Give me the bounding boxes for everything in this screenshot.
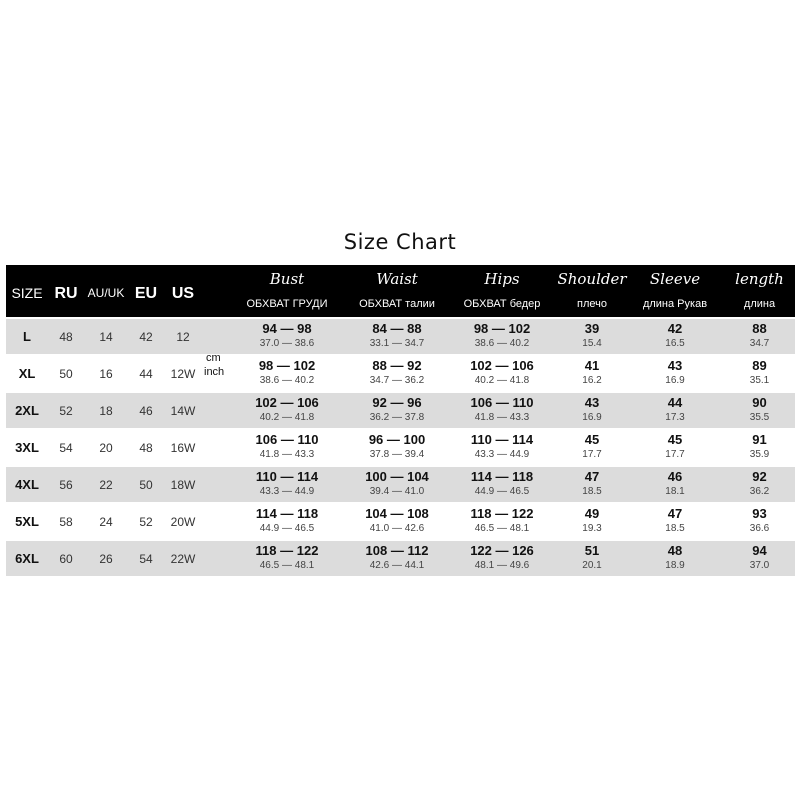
- cell-shoulder-inch: 17.7: [582, 449, 602, 460]
- header-us: [164, 285, 202, 303]
- cell-size: L: [23, 329, 31, 344]
- cell-auuk: 22: [99, 478, 113, 492]
- cell-hips-cm: 110 — 114: [470, 432, 534, 447]
- cell-bust-cm: 94 — 98: [262, 321, 312, 336]
- cell-sleeve-inch: 17.7: [665, 449, 685, 460]
- cell-length-inch: 34.7: [749, 338, 770, 349]
- cell-hips-cm: 106 — 110: [470, 395, 534, 410]
- header-hips-ru: ОБХВАТ бедер: [463, 298, 541, 310]
- cell-sleeve-cm: 45: [667, 432, 683, 447]
- chart-title: Size Chart: [343, 230, 457, 254]
- cell-length-cm: 90: [752, 395, 767, 410]
- cell-eu: 42: [139, 330, 153, 344]
- cell-ru: 52: [59, 404, 73, 418]
- cell-bust-inch: 40.2 — 41.8: [259, 412, 315, 423]
- header-ru-label: RU: [54, 285, 78, 302]
- cell-waist-inch: 37.8 — 39.4: [369, 449, 425, 460]
- table-row: [6, 430, 795, 465]
- cell-sleeve-cm: 42: [667, 321, 683, 336]
- header-eu: [128, 285, 164, 303]
- table-row: [6, 393, 795, 428]
- cell-waist-cm: 92 — 96: [372, 395, 422, 410]
- cell-waist-inch: 34.7 — 36.2: [369, 375, 425, 386]
- cell-us: 22W: [170, 552, 196, 566]
- cell-hips-cm: 114 — 118: [470, 469, 534, 484]
- cell-length-cm: 88: [752, 321, 767, 336]
- cell-us: 12W: [170, 367, 196, 381]
- table-row: [6, 356, 795, 391]
- cell-hips-inch: 46.5 — 48.1: [474, 523, 530, 534]
- cell-sleeve-cm: 48: [667, 543, 683, 558]
- cell-shoulder-cm: 51: [584, 543, 600, 558]
- cell-length-inch: 35.1: [749, 375, 770, 386]
- table-row: [6, 504, 795, 539]
- cell-length-inch: 37.0: [749, 560, 770, 571]
- cell-ru: 58: [59, 515, 73, 529]
- header-us-label: US: [171, 285, 195, 302]
- cell-bust-inch: 44.9 — 46.5: [259, 523, 315, 534]
- cell-shoulder-inch: 16.9: [582, 412, 602, 423]
- cell-waist-inch: 39.4 — 41.0: [369, 486, 425, 497]
- unit-inch: inch: [204, 366, 225, 378]
- header-auuk: AU/UK: [87, 286, 125, 300]
- cell-hips-inch: 38.6 — 40.2: [474, 338, 530, 349]
- cell-shoulder-inch: 20.1: [582, 560, 602, 571]
- cell-shoulder-inch: 15.4: [582, 338, 602, 349]
- header-length-ru: длина: [743, 298, 776, 310]
- table-body: [6, 319, 795, 576]
- cell-bust-cm: 102 — 106: [255, 395, 319, 410]
- cell-waist-inch: 36.2 — 37.8: [369, 412, 425, 423]
- cell-us: 12: [176, 330, 190, 344]
- cell-length-inch: 36.2: [749, 486, 770, 497]
- table-row: [6, 467, 795, 502]
- cell-length-inch: 35.9: [749, 449, 770, 460]
- cell-hips-inch: 48.1 — 49.6: [474, 560, 530, 571]
- cell-length-cm: 93: [752, 506, 767, 521]
- cell-eu: 48: [139, 441, 153, 455]
- cell-length-inch: 36.6: [749, 523, 770, 534]
- cell-sleeve-inch: 17.3: [665, 412, 685, 423]
- cell-hips-inch: 43.3 — 44.9: [474, 449, 530, 460]
- cell-hips-inch: 41.8 — 43.3: [474, 412, 530, 423]
- cell-waist-inch: 41.0 — 42.6: [369, 523, 425, 534]
- header-shoulder-ru: плечо: [577, 298, 607, 310]
- cell-sleeve-inch: 16.5: [665, 338, 685, 349]
- cell-ru: 54: [59, 441, 73, 455]
- header-sleeve: Sleeve: [649, 270, 701, 288]
- cell-hips-cm: 118 — 122: [470, 506, 534, 521]
- cell-auuk: 20: [99, 441, 113, 455]
- size-chart-table: [6, 265, 795, 576]
- cell-waist-cm: 88 — 92: [372, 358, 422, 373]
- cell-hips-inch: 44.9 — 46.5: [474, 486, 530, 497]
- cell-eu: 54: [139, 552, 153, 566]
- cell-sleeve-inch: 18.1: [665, 486, 685, 497]
- cell-waist-cm: 96 — 100: [368, 432, 426, 447]
- cell-hips-inch: 40.2 — 41.8: [474, 375, 530, 386]
- cell-ru: 50: [59, 367, 73, 381]
- cell-auuk: 24: [99, 515, 113, 529]
- cell-eu: 44: [139, 367, 153, 381]
- cell-shoulder-cm: 43: [584, 395, 600, 410]
- cell-size: 4XL: [15, 477, 39, 492]
- cell-length-cm: 91: [752, 432, 767, 447]
- cell-sleeve-inch: 16.9: [665, 375, 685, 386]
- cell-waist-inch: 42.6 — 44.1: [369, 560, 425, 571]
- cell-bust-inch: 37.0 — 38.6: [259, 338, 315, 349]
- cell-shoulder-cm: 49: [584, 506, 600, 521]
- cell-us: 18W: [170, 478, 196, 492]
- cell-sleeve-cm: 47: [667, 506, 683, 521]
- cell-bust-cm: 106 — 110: [255, 432, 319, 447]
- cell-shoulder-cm: 41: [584, 358, 600, 373]
- table-header: [6, 265, 795, 317]
- cell-eu: 46: [139, 404, 153, 418]
- header-ru: [48, 285, 84, 303]
- cell-hips-cm: 122 — 126: [470, 543, 534, 558]
- cell-size: 2XL: [15, 403, 39, 418]
- cell-hips-cm: 98 — 102: [473, 321, 531, 336]
- cell-bust-inch: 41.8 — 43.3: [259, 449, 315, 460]
- cell-shoulder-inch: 18.5: [582, 486, 602, 497]
- cell-ru: 48: [59, 330, 73, 344]
- header-bust: Bust: [269, 270, 305, 288]
- cell-bust-inch: 46.5 — 48.1: [259, 560, 315, 571]
- cell-size: 6XL: [15, 551, 39, 566]
- cell-eu: 50: [139, 478, 153, 492]
- cell-length-cm: 89: [752, 358, 767, 373]
- cell-shoulder-cm: 45: [584, 432, 600, 447]
- cell-waist-inch: 33.1 — 34.7: [369, 338, 425, 349]
- unit-cm: cm: [206, 352, 221, 364]
- cell-ru: 56: [59, 478, 73, 492]
- cell-size: 3XL: [15, 440, 39, 455]
- cell-size: 5XL: [15, 514, 39, 529]
- cell-waist-cm: 100 — 104: [365, 469, 429, 484]
- cell-bust-inch: 43.3 — 44.9: [259, 486, 315, 497]
- cell-us: 16W: [170, 441, 196, 455]
- cell-bust-cm: 114 — 118: [255, 506, 319, 521]
- cell-auuk: 26: [99, 552, 113, 566]
- header-waist: Waist: [376, 270, 418, 288]
- cell-shoulder-cm: 39: [584, 321, 600, 336]
- cell-sleeve-cm: 43: [667, 358, 683, 373]
- header-size: SIZE: [11, 285, 43, 301]
- cell-shoulder-inch: 19.3: [582, 523, 602, 534]
- cell-shoulder-cm: 47: [584, 469, 600, 484]
- header-eu-label: EU: [134, 285, 158, 302]
- cell-sleeve-inch: 18.9: [665, 560, 685, 571]
- header-shoulder: Shoulder: [557, 270, 627, 288]
- cell-length-inch: 35.5: [749, 412, 770, 423]
- header-waist-ru: ОБХВАТ талии: [359, 298, 435, 310]
- cell-waist-cm: 84 — 88: [372, 321, 422, 336]
- cell-us: 14W: [170, 404, 196, 418]
- cell-bust-cm: 118 — 122: [255, 543, 319, 558]
- cell-bust-inch: 38.6 — 40.2: [259, 375, 315, 386]
- cell-sleeve-cm: 44: [667, 395, 683, 410]
- cell-length-cm: 92: [752, 469, 767, 484]
- cell-auuk: 14: [99, 330, 113, 344]
- cell-auuk: 16: [99, 367, 113, 381]
- table-row: [6, 541, 795, 576]
- cell-ru: 60: [59, 552, 73, 566]
- cell-size: XL: [18, 366, 36, 381]
- cell-length-cm: 94: [752, 543, 767, 558]
- cell-waist-cm: 108 — 112: [365, 543, 429, 558]
- cell-bust-cm: 98 — 102: [258, 358, 316, 373]
- cell-sleeve-cm: 46: [667, 469, 683, 484]
- cell-sleeve-inch: 18.5: [665, 523, 685, 534]
- cell-auuk: 18: [99, 404, 113, 418]
- cell-us: 20W: [170, 515, 196, 529]
- unit-note: [204, 351, 224, 379]
- cell-waist-cm: 104 — 108: [365, 506, 429, 521]
- cell-hips-cm: 102 — 106: [470, 358, 534, 373]
- cell-eu: 52: [139, 515, 153, 529]
- table-row: [6, 319, 795, 354]
- header-sleeve-ru: длина Рукав: [642, 298, 708, 310]
- cell-bust-cm: 110 — 114: [255, 469, 319, 484]
- header-length: length: [735, 270, 784, 288]
- header-hips: Hips: [484, 270, 520, 288]
- cell-shoulder-inch: 16.2: [582, 375, 602, 386]
- header-bust-ru: ОБХВАТ ГРУДИ: [246, 298, 328, 310]
